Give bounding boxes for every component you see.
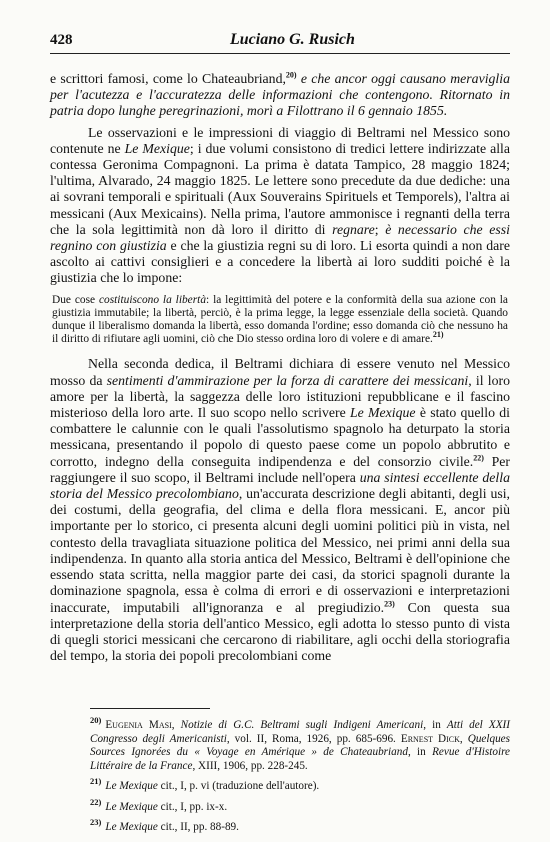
footnote-mark: 22) <box>90 796 102 807</box>
footnote-divider <box>90 708 210 709</box>
footnotes <box>50 715 510 842</box>
footnote: $^{22)}$ Le Mexique cit., I, pp. ix-x. <box>90 796 228 813</box>
footnote-mark: 20) <box>90 715 102 726</box>
footnote-ref[interactable]: 23) <box>384 598 395 608</box>
running-head: Luciano G. Rusich <box>230 31 355 48</box>
paragraph: Le osservazioni e le impressioni di viaggio di Beltrami nel Messico sono contenute ne Le Mexique; i due volumi consistono di tredici lettere indirizzate alla contessa Geronima Compagnoni. La prima è datata Tampico, 28 maggio 1824; l'ultima, Alvarado, 24 maggio 1825. Le lettere sono precedute da due dediche: una ai sovrani temporali e spirituali (Aux Souverains Spirituels et Temporels), l'altra ai messicani (Aux Mexicains). Nella prima, l'autore ammonisce i regnanti della terra che la sola legittimità non dà loro il diritto di regnare; è necessario che essi regnino con giustizia e che la giustizia regni su di loro. Li esorta quindi a non dare ascolto ai cattivi consiglieri e a concedere la libertà ai loro sudditi poiché è la giustizia che lo impone: <box>50 124 511 286</box>
footnote: $^{23)}$ Le Mexique cit., II, pp. 88-89. <box>90 817 239 833</box>
footnote-ref[interactable]: 22) <box>473 453 484 463</box>
footnote-ref[interactable]: 21) <box>432 330 444 340</box>
body-text <box>50 71 510 664</box>
footnote: $^{21)}$ Le Mexique cit., I, p. vi (traduzione dell'autore). <box>90 776 320 792</box>
paragraph: Nella seconda dedica, il Beltrami dichiara di essere venuto nel Messico mosso da sentimenti d'ammirazione per la forza di carattere dei messicani, il loro amore per la libertà, la saggezza delle loro istituzioni repubblicane e il fascino misterioso della loro arte. Il suo scopo nello scrivere Le Mexique è stato quello di combattere le calunnie con le quali l'assolutismo spagnolo ha deturpato la storia messicana, presentando il popolo di questo paese come un popolo abbrutito e corrotto, indegno della conseguita indipendenza e del consorzio civile.$^{22)}$ Per raggiungere il suo scopo, il Beltrami include nell'opera una sintesi eccellente della storia del Messico precolombiano, un'accurata descrizione degli abitanti, degli usi, dei costumi, della geografia, del clima e della flora messicani. E, ancor più importante per lo storico, ci presenta alcuni degli uomini politici più in vista, nel contesto della travagliata situazione politica del Messico, nei primi anni della sua indipendenza. In quanto alla storia antica del Messico, Beltrami è dell'opinione che essendo stata scritta, nella maggior parte dei casi, da storici spagnoli durante la dominazione spagnola, essa è colma di errori e di osservazioni e interpretazioni inaccurate, imputabili all'ignoranza e al pregiudizio.$^{23)}$ Con questa sua interpretazione della storia dell'antico Messico, egli adotta lo stesso punto di vista di quegli storici messicani che cercarono di riabilitare, agli occhi della storiografia del tempo, la storia dei popoli precolombiani come <box>50 356 510 664</box>
block-quote: Due cose costituiscono la libertà: la legittimità del potere e la conformità della sua azione con la giustizia immutabile; la libertà, perciò, è la prima legge, la legge essenziale della società. Quando dunque il liberalismo domanda la libertà, esso domanda l'ordine; esso domanda ciò che nessuno ha il diritto di rifiutare agli uomini, ciò che Dio stesso ordina loro di volere e di amare.$^{21)}$ <box>52 293 508 346</box>
footnote-ref[interactable]: 20) <box>285 70 297 80</box>
footnote-mark: 23) <box>90 817 102 828</box>
footnote-mark: 21) <box>90 776 102 787</box>
page-header <box>50 29 510 54</box>
paragraph-continued: e scrittori famosi, come lo Chateaubriand,$^{20)}$ e che ancor oggi causano meraviglia per l'acutezza e l'accuratezza delle informazioni che contengono. Ritornato in patria dopo lunghe peregrinazioni, morì a Filottrano il 6 gennaio 1855. <box>50 70 510 119</box>
page-number: 428 <box>50 32 73 48</box>
footnote: $^{20)}$ Eugenia Masi, Notizie di G.C. Beltrami sugli Indigeni Americani, in Atti del XXII Congresso degli Americanisti, vol. II, Roma, 1926, pp. 685-696. Ernest Dick, Quelques Sources Ignorées du « Voyage en Amérique » de Chateaubriand, in Revue d'Histoire Littéraire de la France, XIII, 1906, pp. 228-245. <box>90 715 510 772</box>
